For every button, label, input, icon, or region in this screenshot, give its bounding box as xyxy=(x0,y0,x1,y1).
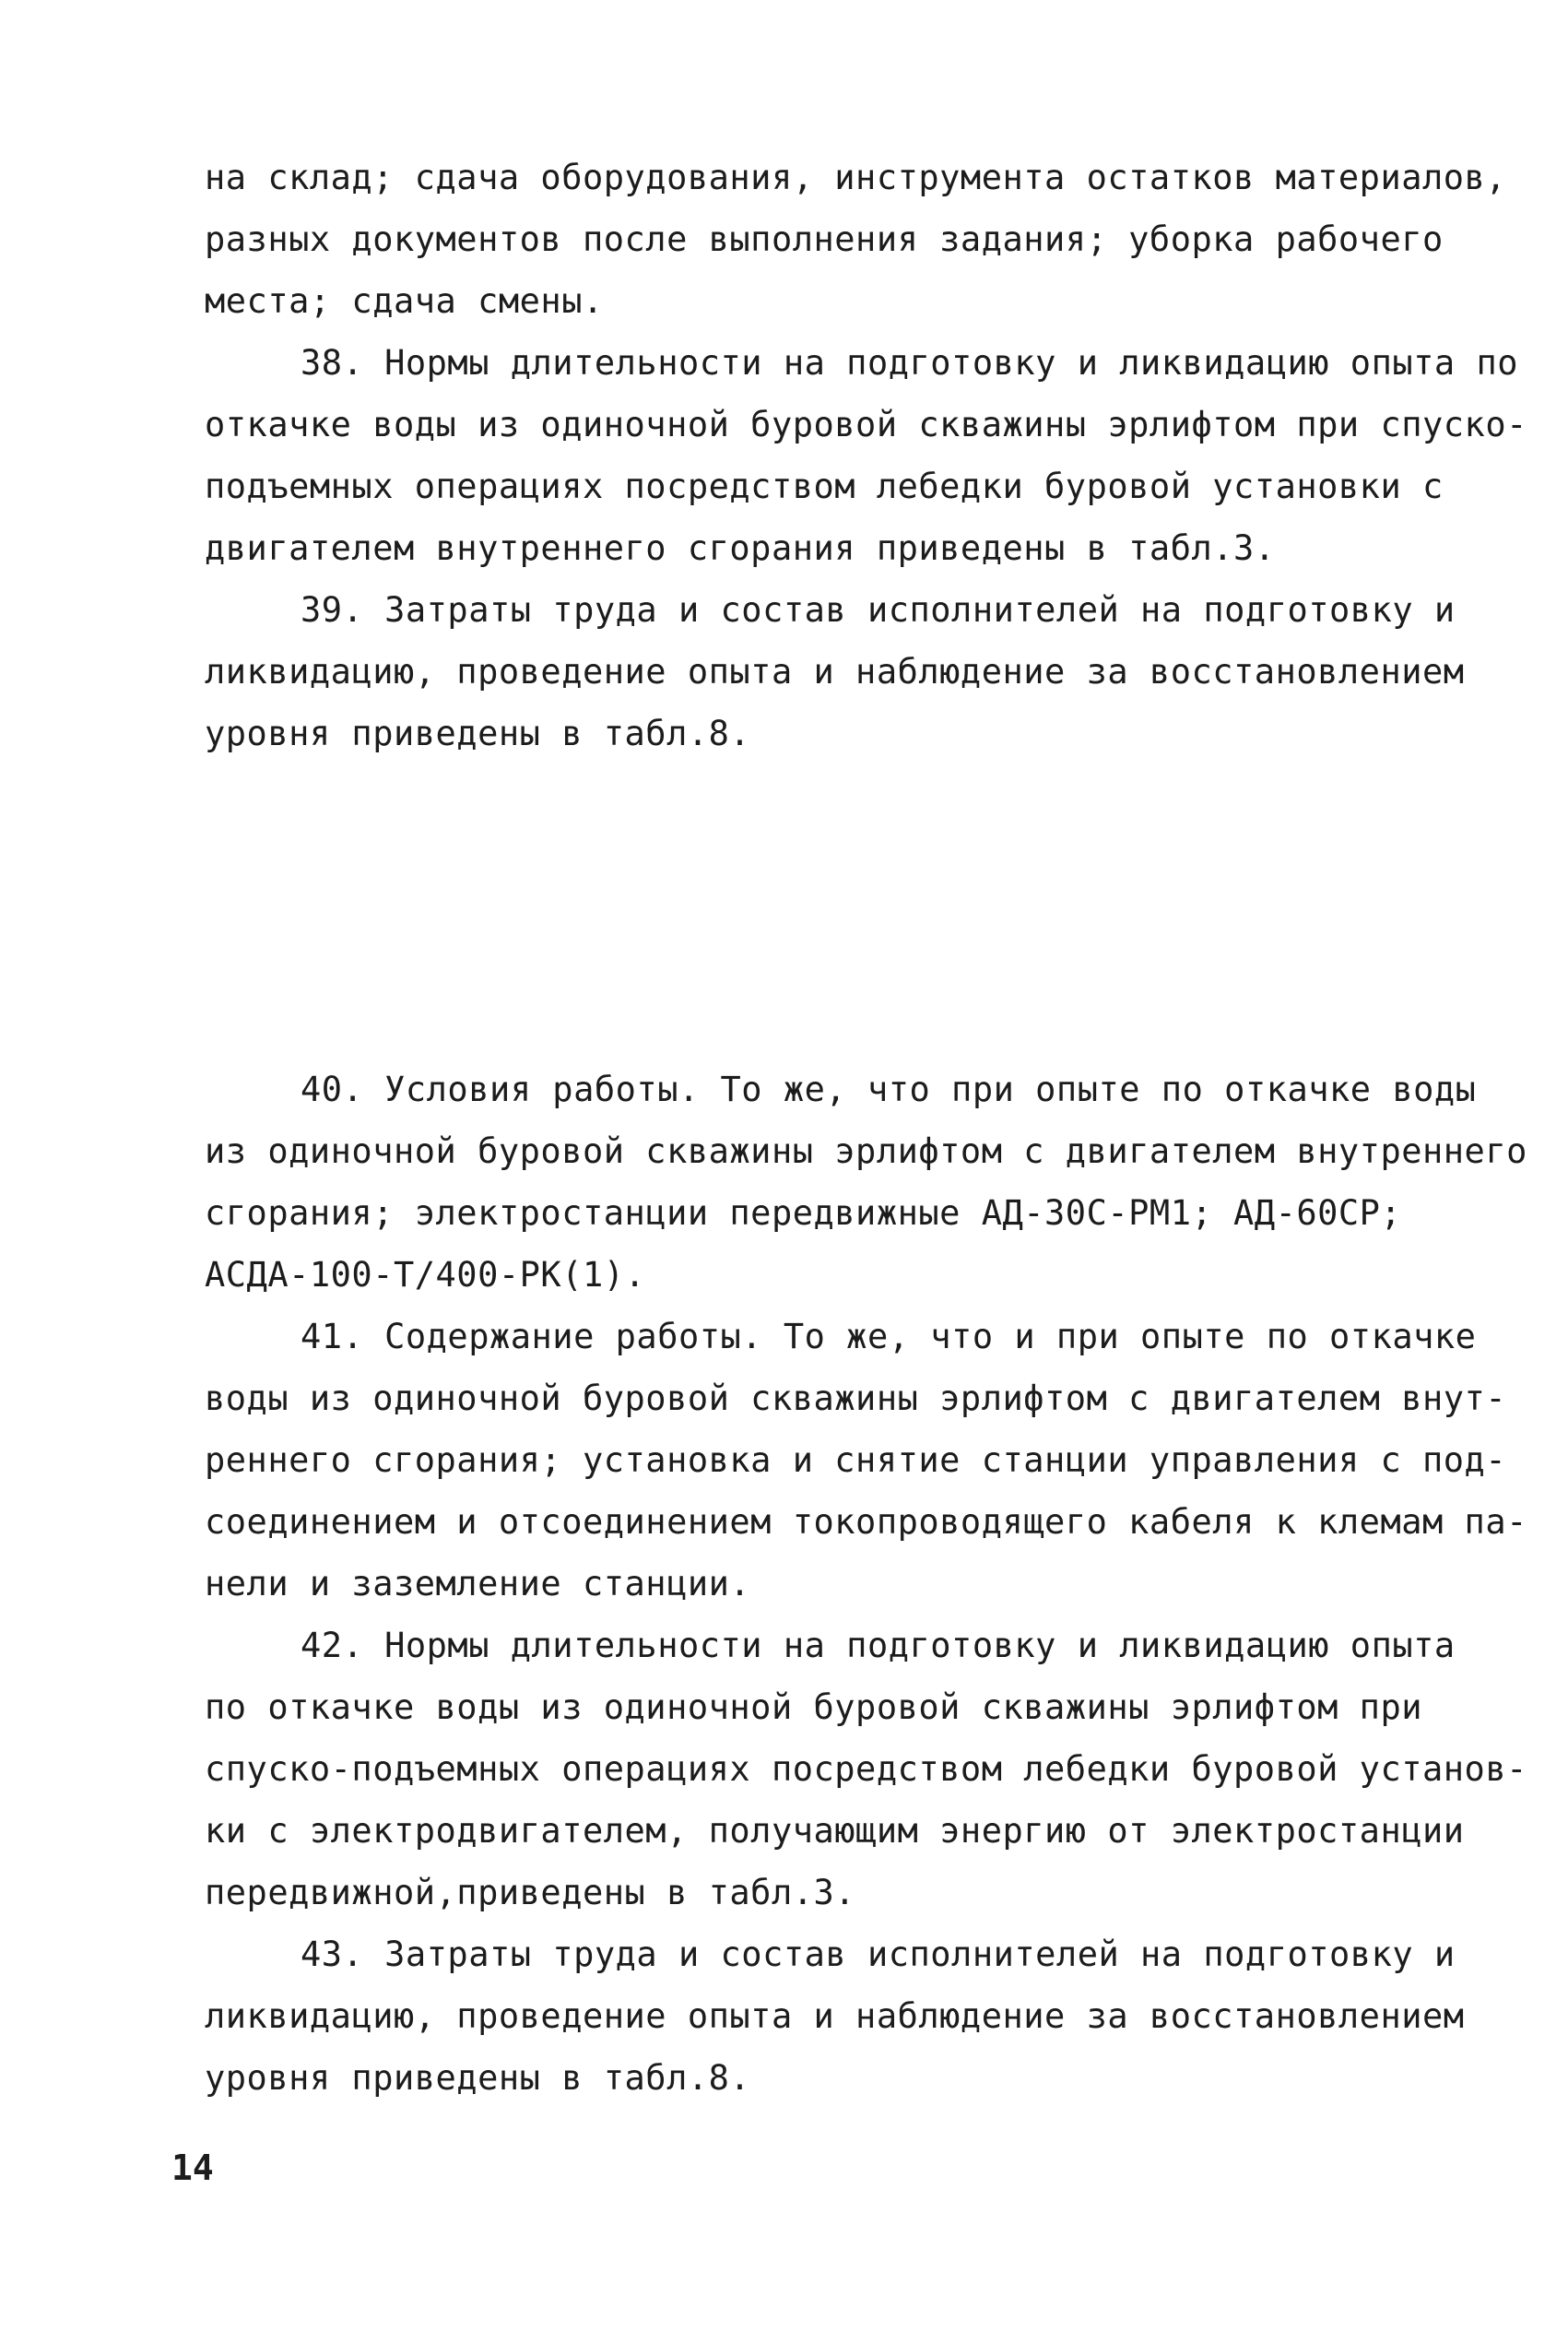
paragraph-41-line: нели и заземление станции. xyxy=(205,1564,751,1603)
paragraph-37-line: места; сдача смены. xyxy=(205,281,604,321)
paragraph-40-line: из одиночной буровой скважины эрлифтом с двигателем внутреннего xyxy=(205,1131,1527,1171)
paragraph-42-line: ки с электродвигателем, получающим энергию от электростанции xyxy=(205,1811,1465,1851)
paragraph-37-line: на склад; сдача оборудования, инструмента остатков материалов, xyxy=(205,158,1507,197)
paragraph-37-line: разных документов после выполнения задания; уборка рабочего xyxy=(205,219,1444,259)
paragraph-42-line: спуско-подъемных операциях посредством лебедки буровой установ- xyxy=(205,1749,1527,1789)
paragraph-42-line: 42. Нормы длительности на подготовку и ликвидацию опыта xyxy=(301,1626,1456,1665)
paragraph-42-line: передвижной,приведены в табл.3. xyxy=(205,1873,856,1912)
paragraph-40-line: сгорания; электростанции передвижные АД-30С-РМ1; АД-60СР; xyxy=(205,1193,1402,1233)
paragraph-43-line: уровня приведены в табл.8. xyxy=(205,2058,751,2098)
paragraph-42-line: по откачке воды из одиночной буровой скважины эрлифтом при xyxy=(205,1687,1423,1727)
paragraph-40-line: 40. Условия работы. То же, что при опыте по откачке воды xyxy=(301,1070,1477,1109)
paragraph-38-line: откачке воды из одиночной буровой скважины эрлифтом при спуско- xyxy=(205,405,1527,444)
paragraph-40-line: АСДА-100-Т/400-РК(1). xyxy=(205,1255,646,1295)
paragraph-41-line: 41. Содержание работы. То же, что и при опыте по откачке xyxy=(301,1317,1477,1356)
paragraph-39-line: 39. Затраты труда и состав исполнителей на подготовку и xyxy=(301,590,1456,630)
paragraph-41-line: воды из одиночной буровой скважины эрлифтом с двигателем внут- xyxy=(205,1378,1507,1418)
paragraph-43-line: ликвидацию, проведение опыта и наблюдение за восстановлением xyxy=(205,1996,1465,2036)
paragraph-38-line: подъемных операциях посредством лебедки буровой установки с xyxy=(205,467,1444,506)
paragraph-41-line: реннего сгорания; установка и снятие станции управления с под- xyxy=(205,1440,1507,1480)
paragraph-39-line: ликвидацию, проведение опыта и наблюдение за восстановлением xyxy=(205,652,1465,692)
paragraph-38-line: 38. Нормы длительности на подготовку и ликвидацию опыта по xyxy=(301,343,1519,383)
paragraph-39-line: уровня приведены в табл.8. xyxy=(205,714,751,753)
page-number: 14 xyxy=(171,2148,214,2188)
paragraph-38-line: двигателем внутреннего сгорания приведены в табл.3. xyxy=(205,528,1276,568)
paragraph-41-line: соединением и отсоединением токопроводящего кабеля к клемам па- xyxy=(205,1502,1527,1542)
paragraph-43-line: 43. Затраты труда и состав исполнителей на подготовку и xyxy=(301,1935,1456,1974)
